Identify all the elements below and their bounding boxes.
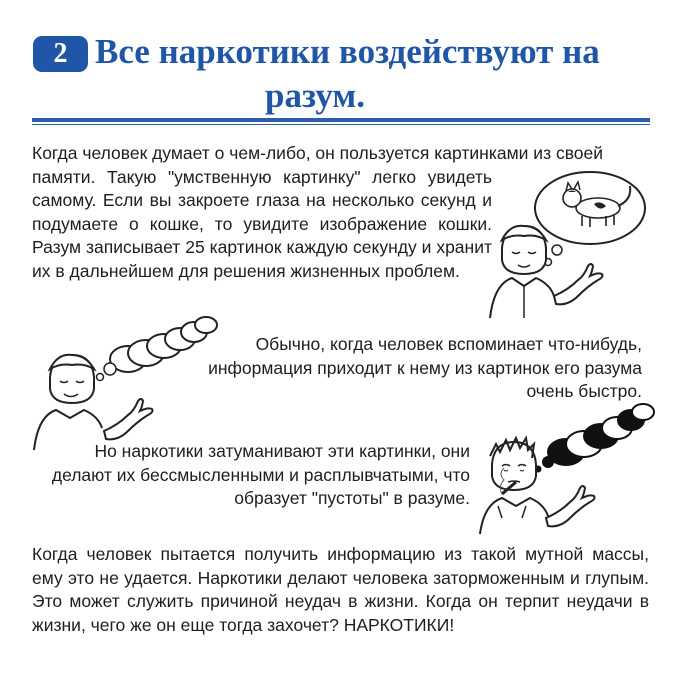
section-number-badge: 2 — [33, 36, 88, 72]
title-line-2: разум. — [265, 76, 365, 115]
paragraph-conclusion: Когда человек пытается получить информацию из такой мутной массы, ему это не удается. Наркотики делают человека заторможенным и глупым. Это может служить причиной неудач в жизни. Когда он терпит неудачи в жизни, чего же он еще тогда захочет? НАРКОТИКИ! — [32, 544, 649, 635]
paragraph-drugs-cloud: Но наркотики затуманивают эти картинки, они делают их бессмысленными и расплывчатыми, что образует "пустоты" в разуме. — [51, 441, 470, 508]
paragraph-intro-body: памяти. Такую "умственную картинку" легко увидеть самому. Если вы закроете глаза на несколько секунд и подумаете о кошке, то увидите изображение кошки. Разум записывает 25 картинок каждую секунду и хранит их в дальнейшем для решения жизненных проблем. — [32, 166, 492, 281]
title-divider-thin — [32, 124, 650, 125]
paragraph-memory: Обычно, когда человек вспоминает что-нибудь, информация приходит к нему из картинок его разума очень быстро. — [208, 334, 642, 401]
title-divider — [32, 118, 650, 122]
title-line-1: Все наркотики воздействуют на — [95, 32, 600, 71]
paragraph-intro — [32, 142, 604, 283]
paragraph-intro-first-line: Когда человек думает о чем-либо, он пользуется картинками из своей — [32, 143, 604, 163]
drug-user-icon — [478, 394, 658, 534]
man-remembering-icon — [28, 315, 218, 450]
man-thinking-of-cat-icon — [490, 168, 660, 318]
page-title — [95, 30, 655, 118]
